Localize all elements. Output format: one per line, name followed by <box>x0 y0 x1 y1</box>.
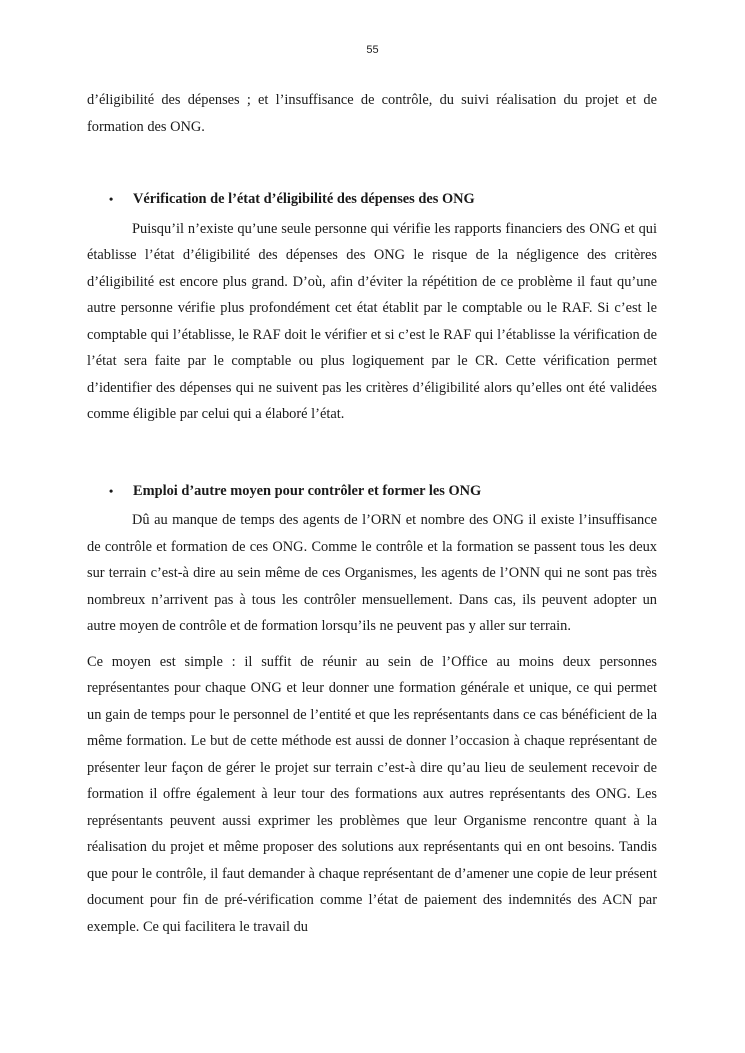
section-heading-text: Vérification de l’état d’éligibilité des dépenses des ONG <box>133 191 475 207</box>
section-heading-text: Emploi d’autre moyen pour contrôler et former les ONG <box>133 482 482 499</box>
section-heading-emploi <box>109 478 657 505</box>
page-body <box>87 87 657 940</box>
spacer <box>87 140 657 186</box>
body-paragraph: Puisqu’il n’existe qu’une seule personne qui vérifie les rapports financiers des ONG et qui établisse l’état d’éligibilité des dépenses des ONG le risque de la négligence des critères d’éligibilité est encore plus grand. D’où, afin d’éviter la répétition de ce problème il faut qu’une autre personne vérifie plus profondément cet état établit par le comptable ou le RAF. Si c’est le comptable qui l’établisse, le RAF doit le vérifier et si c’est le RAF qui l’établisse la vérification de l’état sera faite par le comptable ou plus logiquement par le CR. Cette vérification permet d’identifier des dépenses qui ne suivent pas les critères d’éligibilité alors qu’elles ont été validées comme éligible par celui qui a élaboré l’état. <box>87 220 657 422</box>
bullet-icon: • <box>109 483 114 498</box>
bullet-icon: • <box>109 192 114 206</box>
spacer <box>87 428 657 478</box>
section-heading-verification <box>109 186 657 213</box>
body-paragraph: Ce moyen est simple : il suffit de réunir au sein de l’Office au moins deux personnes représentantes pour chaque ONG et leur donner une formation générale et unique, ce qui permet un gain de temps pour le personnel de l’entité et que les représentants dans ce cas bénéficient de la même formation. Le but de cette méthode est aussi de donner l’occasion à chaque représentant de présenter leur façon de gérer le projet sur terrain c’est-à dire qu’au lieu de seulement recevoir de formation il offre également à leur tour des formations aux autres représentants des ONG. Les représentants peuvent aussi exprimer les problèmes que leur Organisme rencontre quant à la réalisation du projet et même proposer des solutions aux représentants qui en ont besoins. Tandis que pour le contrôle, il faut demander à chaque représentant de d’amener une copie de leur présent document pour fin de pré-vérification comme l’état de paiement des indemnités des ACN par exemple. Ce qui facilitera le travail du <box>87 653 657 935</box>
intro-paragraph: d’éligibilité des dépenses ; et l’insuffisance de contrôle, du suivi réalisation du projet et de formation des ONG. <box>87 92 657 135</box>
page-number: 55 <box>366 44 379 56</box>
body-paragraph: Dû au manque de temps des agents de l’ORN et nombre des ONG il existe l’insuffisance de contrôle et formation de ces ONG. Comme le contrôle et la formation se passent tous les deux sur terrain c’est-à dire au sein même de ces Organismes, les agents de l’ONN qui ne sont pas très nombreux n’arrivent pas à tous les contrôler mensuellement. Dans cas, ils peuvent adopter un autre moyen de contrôle et de formation lorsqu’ils ne peuvent pas y aller sur terrain. <box>87 512 657 634</box>
spacer <box>87 640 657 649</box>
